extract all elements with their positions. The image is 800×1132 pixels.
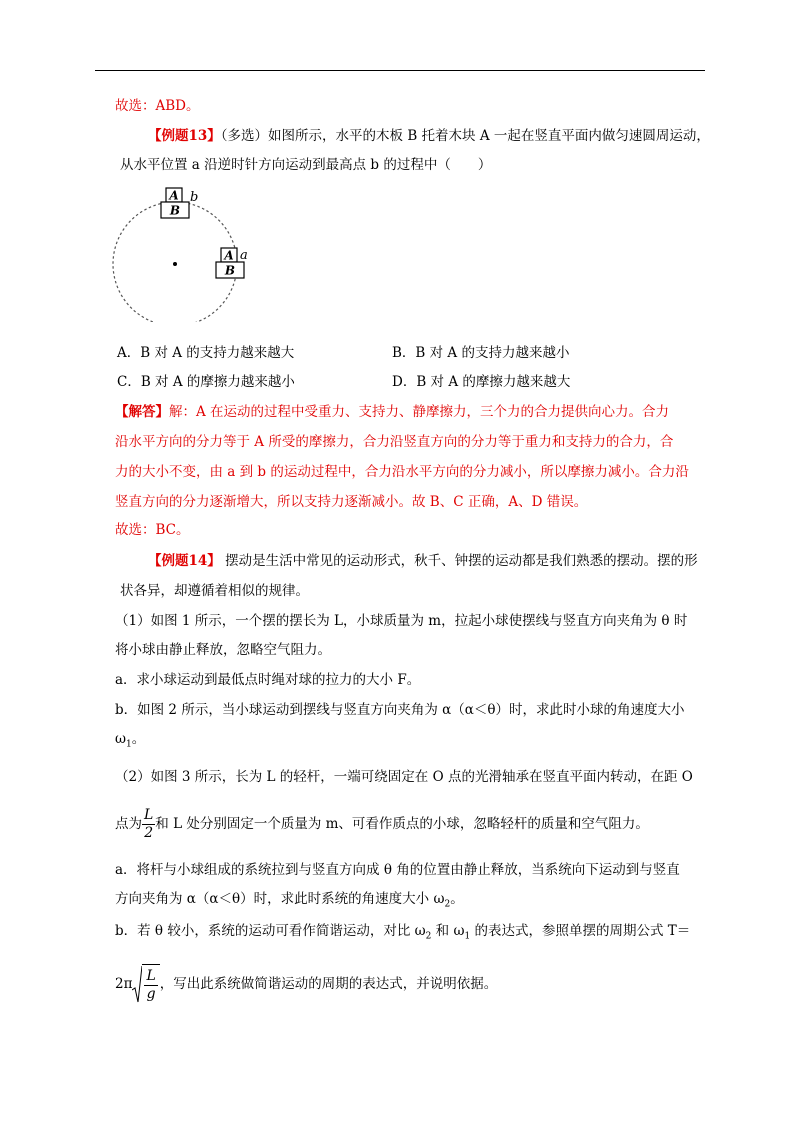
part1-b-tail: 。 (131, 731, 146, 747)
prev-answer: 故选：ABD。 (115, 98, 200, 114)
solution-line-1 (115, 402, 669, 422)
part2-b-pre: b．若 θ 较小，系统的运动可看作简谐运动，对比 ω (115, 923, 426, 939)
solution-line-3: 力的大小不变，由 a 到 b 的运动过程中，合力沿水平方向的分力减小，所以摩擦力减小。合力沿 (115, 464, 689, 480)
part2-a-post: 。 (450, 891, 464, 907)
block-b-side-label: B (224, 263, 236, 278)
ex13-stem-1: （多选）如图所示，水平的木板 B 托着木块 A 一起在竖直平面内做匀速圆周运动， (220, 128, 710, 144)
part2-pre: 点为 (115, 816, 142, 832)
fraction-denominator: 2 (144, 825, 154, 841)
block-a-side-label: A (224, 248, 234, 263)
ex13-answer: 故选：BC。 (115, 522, 190, 538)
part2-a-line-1: a．将杆与小球组成的系统拉到与竖直方向成 θ 角的位置由静止释放，当系统向下运动到与竖直 (115, 862, 680, 878)
sqrt-denominator: g (146, 986, 156, 1002)
part2-post: 和 L 处分别固定一个质量为 m、可看作质点的小球，忽略轻杆的质量和空气阻力。 (155, 816, 649, 832)
circular-motion-figure (110, 182, 260, 322)
fraction-numerator: L (144, 807, 154, 823)
part2-b-mid: 和 ω (431, 923, 465, 939)
point-b-label: b (190, 190, 199, 205)
point-a-label: a (240, 248, 248, 263)
part2-b-tail: ，写出此系统做简谐运动的周期的表达式，并说明依据。 (159, 976, 498, 992)
ex14-stem-line-1 (148, 551, 698, 571)
part1-b-line-1: b．如图 2 所示，当小球运动到摆线与竖直方向夹角为 α（α＜θ）时，求此时小球的角速度大小 (115, 702, 685, 718)
sqrt-fraction (144, 968, 157, 1003)
solution-line-2: 沿水平方向的分力等于 A 所受的摩擦力，合力沿竖直方向的分力等于重力和支持力的合力，合 (115, 434, 674, 450)
solution-tag: 【解答】 (115, 404, 169, 420)
blocks-at-b (161, 188, 198, 218)
two-pi: 2π (115, 976, 133, 992)
part1-line-2: 将小球由静止释放，忽略空气阻力。 (115, 642, 331, 658)
option-d: D．B 对 A 的摩擦力越来越大 (392, 374, 571, 390)
ex14-stem-1: 摆动是生活中常见的运动形式，秋千、钟摆的运动都是我们熟悉的摆动。摆的形 (220, 553, 698, 569)
solution-line-4: 竖直方向的分力逐渐增大，所以支持力逐渐减小。故 B、C 正确，A、D 错误。 (115, 494, 588, 510)
sqrt-numerator: L (146, 968, 156, 984)
ex14-stem-2: 状各异，却遵循着相似的规律。 (120, 583, 309, 599)
option-b: B．B 对 A 的支持力越来越小 (392, 345, 570, 361)
part2-b-line-1 (115, 921, 690, 947)
block-b-top-label: B (169, 203, 181, 218)
block-a-top-label: A (169, 188, 179, 203)
ex13-stem-2: 从水平位置 a 沿逆时针方向运动到最高点 b 的过程中（ ） (120, 157, 492, 173)
ex13-tag: 【例题13】 (148, 128, 221, 144)
omega2-sub-b: 2 (425, 931, 432, 942)
part1-b-line-2 (115, 729, 145, 755)
part1-a: a．求小球运动到最低点时绳对球的拉力的大小 F。 (115, 672, 421, 688)
part2-b-post: 的表达式，参照单摆的周期公式 T＝ (470, 923, 691, 939)
part2-a-line-2 (115, 889, 464, 915)
part2-line-1: （2）如图 3 所示，长为 L 的轻杆，一端可绕固定在 O 点的光滑轴承在竖直平面内转动，在距 O (115, 769, 693, 785)
option-c: C．B 对 A 的摩擦力越来越小 (117, 374, 295, 390)
sqrt-l-over-g (132, 964, 159, 1005)
omega2-subscript: 2 (444, 899, 451, 910)
omega-symbol: ω (115, 731, 127, 747)
part2-line-2 (115, 806, 649, 842)
fraction-l-over-2 (142, 807, 155, 842)
header-rule (95, 70, 705, 71)
ex14-tag: 【例题14】 (148, 553, 221, 569)
part2-a-pre: 方向夹角为 α（α＜θ）时，求此时系统的角速度大小 ω (115, 891, 445, 907)
omega-subscript: 1 (126, 739, 132, 750)
radical-sign-icon (132, 966, 142, 1004)
solution-text-1: 解：A 在运动的过程中受重力、支持力、静摩擦力，三个力的合力提供向心力。合力 (169, 404, 670, 420)
ex13-stem-line-1 (148, 126, 710, 146)
option-a: A．B 对 A 的支持力越来越大 (117, 345, 295, 361)
center-point (173, 262, 177, 266)
part1-line-1: （1）如图 1 所示，一个摆的摆长为 L，小球质量为 m，拉起小球使摆线与竖直方向夹角为 θ 时 (115, 613, 688, 629)
part2-b-line-2 (115, 964, 497, 1005)
omega1-sub-b: 1 (464, 931, 471, 942)
blocks-at-a (216, 248, 248, 278)
